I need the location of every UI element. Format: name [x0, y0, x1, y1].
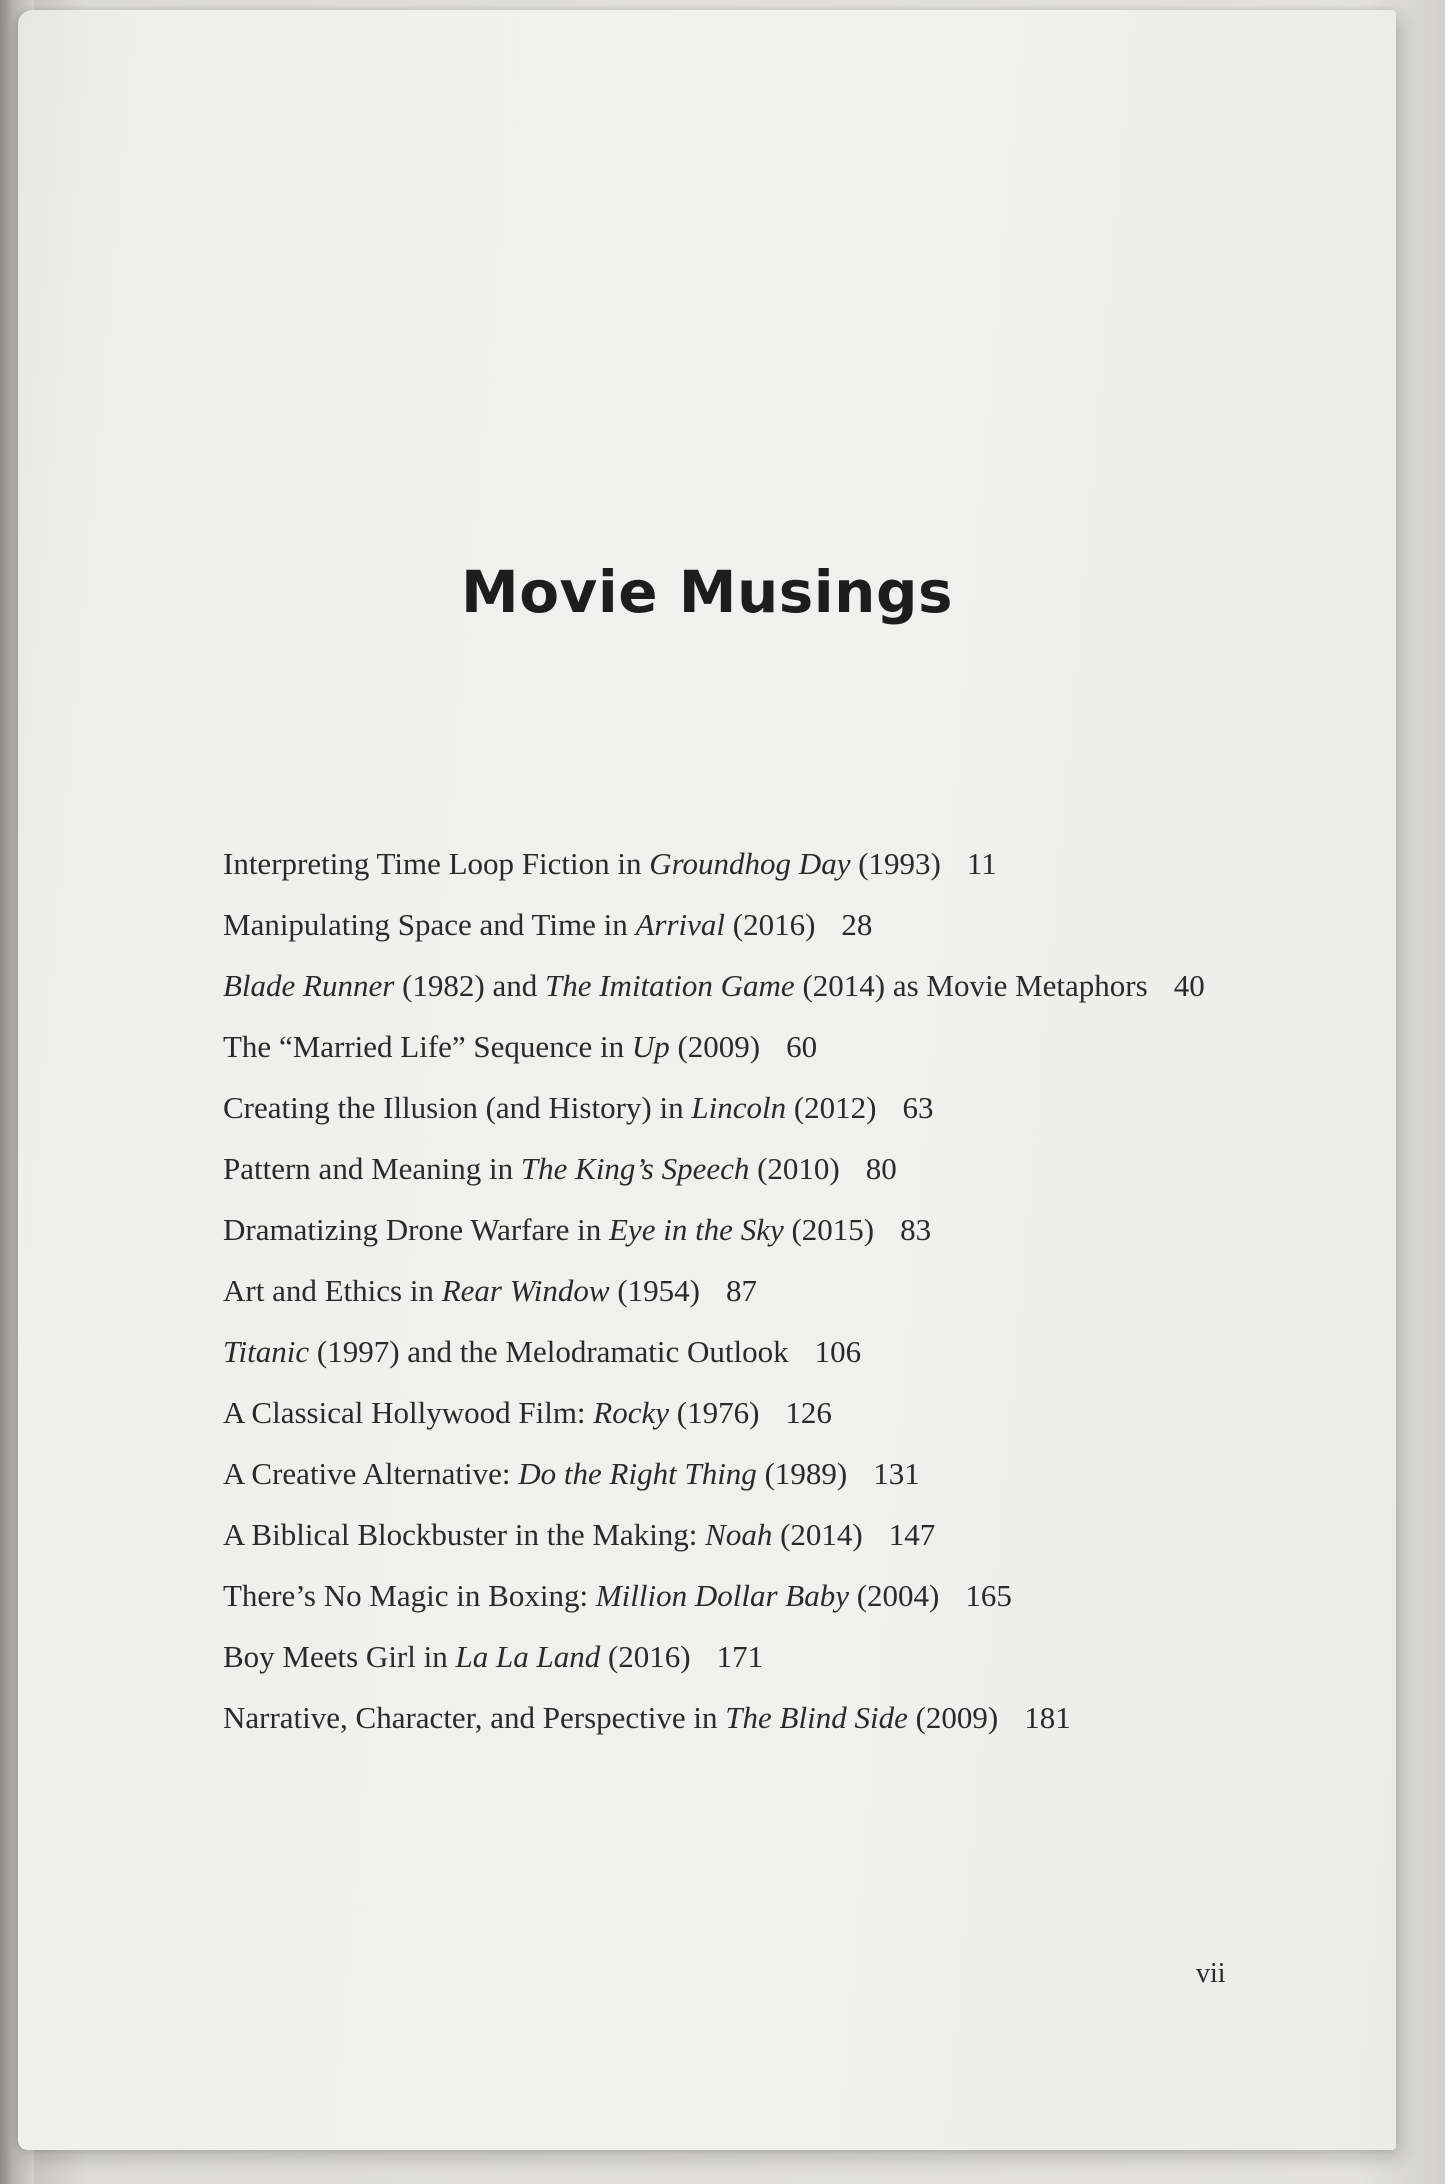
- toc-entry[interactable]: A Creative Alternative: Do the Right Thing (1989) 131: [223, 1456, 920, 1491]
- toc-entry[interactable]: Manipulating Space and Time in Arrival (2016) 28: [223, 907, 873, 942]
- toc-entry[interactable]: Narrative, Character, and Perspective in The Blind Side (2009) 181: [223, 1700, 1071, 1735]
- toc-page-number: 40: [1173, 968, 1205, 1003]
- toc-entry[interactable]: Titanic (1997) and the Melodramatic Outlook 106: [223, 1334, 862, 1369]
- toc-page-number: 80: [865, 1151, 897, 1186]
- toc-entry[interactable]: Interpreting Time Loop Fiction in Groundhog Day (1993) 11: [223, 846, 997, 881]
- toc-entry[interactable]: Dramatizing Drone Warfare in Eye in the Sky (2015) 83: [223, 1212, 932, 1247]
- toc-page-number: 126: [785, 1395, 832, 1430]
- toc-entry[interactable]: A Classical Hollywood Film: Rocky (1976) 126: [223, 1395, 832, 1430]
- book-page: [18, 10, 1396, 2150]
- toc-page-number: 63: [902, 1090, 934, 1125]
- toc-entry[interactable]: The “Married Life” Sequence in Up (2009) 60: [223, 1029, 818, 1064]
- toc-entry[interactable]: Boy Meets Girl in La La Land (2016) 171: [223, 1639, 764, 1674]
- toc-page-number: 106: [814, 1334, 862, 1369]
- page-title: Movie Musings: [460, 558, 954, 626]
- toc-page-number: 11: [966, 846, 997, 881]
- toc-entry[interactable]: A Biblical Blockbuster in the Making: Noah (2014) 147: [223, 1517, 936, 1552]
- toc-page-number: 60: [786, 1029, 818, 1064]
- table-of-contents: [223, 842, 1243, 1757]
- toc-page-number: 147: [888, 1517, 936, 1552]
- toc-entry[interactable]: There’s No Magic in Boxing: Million Dollar Baby (2004) 165: [223, 1578, 1012, 1613]
- toc-page-number: 181: [1024, 1700, 1071, 1735]
- toc-entry[interactable]: Creating the Illusion (and History) in Lincoln (2012) 63: [223, 1090, 934, 1125]
- toc-entry[interactable]: Blade Runner (1982) and The Imitation Game (2014) as Movie Metaphors 40: [223, 968, 1205, 1003]
- toc-entry[interactable]: Art and Ethics in Rear Window (1954) 87: [223, 1273, 758, 1308]
- toc-page-number: 171: [716, 1639, 764, 1674]
- page-number: vii: [1196, 1958, 1226, 1989]
- toc-entry[interactable]: Pattern and Meaning in The King’s Speech (2010) 80: [223, 1151, 897, 1186]
- toc-page-number: 83: [900, 1212, 932, 1247]
- toc-page-number: 131: [873, 1456, 920, 1491]
- toc-page-number: 87: [726, 1273, 758, 1308]
- toc-page-number: 165: [965, 1578, 1012, 1613]
- toc-page-number: 28: [841, 907, 873, 942]
